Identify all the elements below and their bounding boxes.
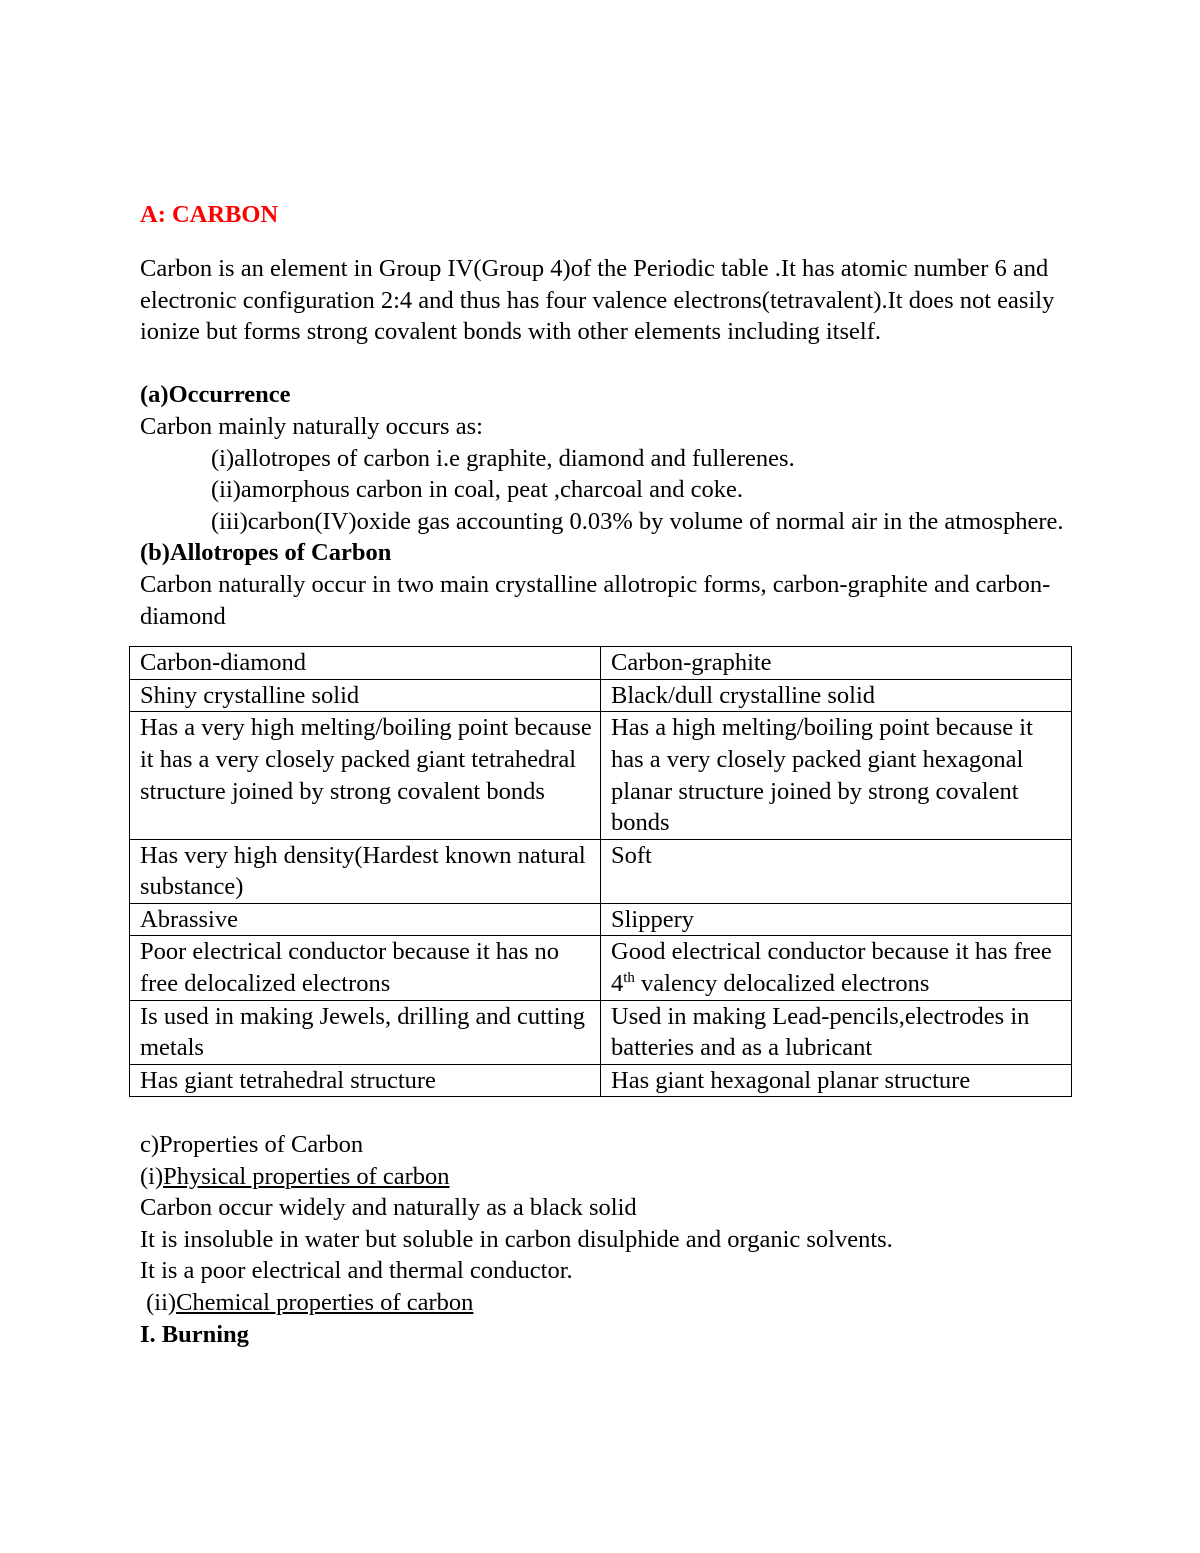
allotropes-comparison-table xyxy=(129,646,1072,1097)
table-cell xyxy=(601,936,1072,1000)
table-cell: Is used in making Jewels, drilling and cutting metals xyxy=(130,1000,601,1064)
table-cell: Slippery xyxy=(601,903,1072,936)
document-page xyxy=(140,197,1075,1350)
prefix: (i) xyxy=(140,1162,164,1190)
physical-property-line: Carbon occur widely and naturally as a black solid xyxy=(140,1194,637,1222)
occurrence-lead: Carbon mainly naturally occurs as: xyxy=(140,412,483,440)
burning-heading: I. Burning xyxy=(140,1320,249,1348)
prefix: (ii) xyxy=(140,1289,177,1316)
table-cell: Carbon-graphite xyxy=(601,647,1072,680)
table-row xyxy=(130,839,1072,903)
table-cell: Abrassive xyxy=(130,903,601,936)
physical-property-line: It is a poor electrical and thermal conductor. xyxy=(140,1257,573,1285)
table-row xyxy=(130,679,1072,712)
occurrence-item: (iii)carbon(IV)oxide gas accounting 0.03% by volume of normal air in the atmosphere. xyxy=(211,507,1064,535)
table-cell: Has giant hexagonal planar structure xyxy=(601,1064,1072,1097)
superscript: th xyxy=(623,969,635,986)
table-cell: Soft xyxy=(601,839,1072,903)
physical-property-line: It is insoluble in water but soluble in carbon disulphide and organic solvents. xyxy=(140,1225,893,1253)
underlined-heading: Chemical properties of carbon xyxy=(176,1289,474,1316)
allotropes-lead: Carbon naturally occur in two main crystalline allotropic forms, carbon-graphite and carbon-diamond xyxy=(140,570,1051,630)
table-cell: Has very high density(Hardest known natural substance) xyxy=(130,839,601,903)
table-cell: Has a high melting/boiling point because it has a very closely packed giant hexagonal planar structure joined by strong covalent bonds xyxy=(601,712,1072,839)
section-title: A: CARBON xyxy=(140,201,279,228)
occurrence-item: (ii)amorphous carbon in coal, peat ,charcoal and coke. xyxy=(211,476,743,504)
table-cell: Has giant tetrahedral structure xyxy=(130,1064,601,1097)
cell-text: valency delocalized electrons xyxy=(634,970,930,998)
occurrence-item: (i)allotropes of carbon i.e graphite, diamond and fullerenes. xyxy=(211,444,795,472)
table-cell: Has a very high melting/boiling point because it has a very closely packed giant tetrahedral structure joined by strong covalent bonds xyxy=(130,712,601,839)
occurrence-heading: (a)Occurrence xyxy=(140,381,291,409)
intro-paragraph: Carbon is an element in Group IV(Group 4)of the Periodic table .It has atomic number 6 and electronic configuration 2:4 and thus has four valence electrons(tetravalent).It does not easily ionize but forms strong covalent bonds with other elements including itself. xyxy=(140,255,1055,346)
table-row xyxy=(130,647,1072,680)
table-cell: Poor electrical conductor because it has no free delocalized electrons xyxy=(130,936,601,1000)
table-row xyxy=(130,1000,1072,1064)
table-cell: Shiny crystalline solid xyxy=(130,679,601,712)
table-row xyxy=(130,1064,1072,1097)
allotropes-heading: (b)Allotropes of Carbon xyxy=(140,539,392,567)
cell-text: Good electrical conductor because it has free 4 xyxy=(611,938,1052,998)
table-row xyxy=(130,712,1072,839)
table-cell: Carbon-diamond xyxy=(130,647,601,680)
table-cell: Used in making Lead-pencils,electrodes in batteries and as a lubricant xyxy=(601,1000,1072,1064)
table-row xyxy=(130,936,1072,1000)
underlined-heading: Physical properties of carbon xyxy=(163,1162,450,1190)
physical-properties-heading xyxy=(140,1161,1075,1193)
table-row xyxy=(130,903,1072,936)
table-cell: Black/dull crystalline solid xyxy=(601,679,1072,712)
chemical-properties-heading xyxy=(140,1287,1075,1319)
properties-heading: c)Properties of Carbon xyxy=(140,1131,364,1159)
